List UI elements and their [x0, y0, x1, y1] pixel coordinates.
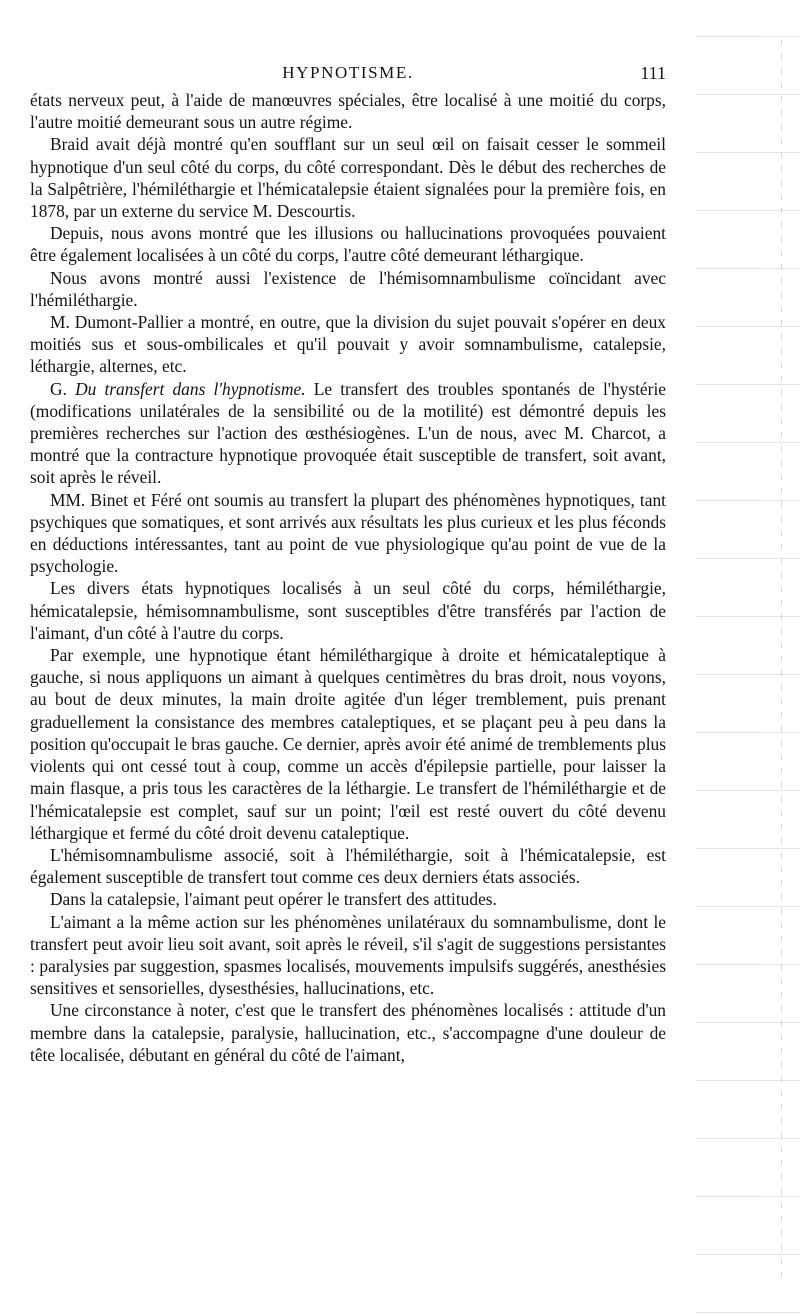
paragraph-12: L'aimant a la même action sur les phénomènes unilatéraux du somnambulisme, dont le transfert peut avoir lieu soit avant, soit après le réveil, s'il s'agit de suggestions persistantes : paralysies par suggestion, spasmes localisés, mouvements impulsifs suggérés, anesthésies sensitives et sensorielles, dysesthésies, hallucinations, etc.	[30, 911, 666, 999]
paragraph-11: Dans la catalepsie, l'aimant peut opérer le transfert des attitudes.	[50, 889, 497, 910]
paragraph-2: Braid avait déjà montré qu'en soufflant sur un seul œil on faisait cesser le sommeil hypnotique d'un seul côté du corps, du côté correspondant. Dès le début des recherches de la Salpêtrière, l'hémiléthargie et l'hémicatalepsie étaient signalées pour la première fois, en 1878, par un externe du service M. Descourtis.	[30, 134, 666, 222]
paragraph-10: L'hémisomnambulisme associé, soit à l'hémiléthargie, soit à l'hémicatalepsie, est également susceptible de transfert tout comme ces deux derniers états associés.	[30, 844, 666, 888]
paragraph-4: Nous avons montré aussi l'existence de l'hémisomnambulisme coïncidant avec l'hémiléthargie.	[30, 267, 666, 310]
paragraph-3: Depuis, nous avons montré que les illusions ou hallucinations provoquées pouvaient être également localisées à un côté du corps, l'autre côté demeurant léthargique.	[30, 223, 666, 266]
running-head: HYPNOTISME.	[282, 63, 414, 82]
section-letter: G.	[50, 378, 67, 399]
section-title: Du transfert dans l'hypnotisme.	[75, 378, 306, 399]
paragraph-6	[30, 378, 666, 489]
paragraph-13: Une circonstance à noter, c'est que le transfert des phénomènes localisés : attitude d'un membre dans la catalepsie, paralysie, hallucination, etc., s'accompagne d'une douleur de tête localisée, débutant en général du côté de l'aimant,	[30, 1000, 666, 1065]
paragraph-9: Par exemple, une hypnotique étant hémiléthargique à droite et hémicataleptique à gauche, si nous appliquons un aimant à quelques centimètres du bras droit, nous voyons, au bout de deux minutes, la main droite agitée d'un léger tremblement, puis prenant graduellement la consistance des membres cataleptiques, et se plaçant peu à peu dans la position qu'occupait le bras gauche. Ce dernier, après avoir été animé de tremblements plus violents qui ont cessé tout à coup, comme un accès d'épilepsie partielle, pour laisser la main flasque, a pris tous les caractères de la léthargie. Le transfert de l'hémiléthargie et de l'hémicatalepsie est complet, sauf sur un point; l'œil est resté ouvert du côté devenu léthargique et fermé du côté droit devenu cataleptique.	[30, 645, 666, 843]
paragraph-8: Les divers états hypnotiques localisés à un seul côté du corps, hémiléthargie, hémicatalepsie, hémisomnambulisme, sont susceptibles d'être transférés par l'action de l'aimant, d'un côté à l'autre du corps.	[30, 578, 666, 643]
paragraph-1: états nerveux peut, à l'aide de manœuvres spéciales, être localisé à une moitié du corps, l'autre moitié demeurant sous un autre régime.	[30, 90, 666, 133]
bleed-through-margin	[696, 0, 800, 1314]
page-header	[30, 62, 666, 88]
book-page	[30, 62, 666, 1066]
page-number: 111	[640, 63, 666, 83]
paragraph-5: M. Dumont-Pallier a montré, en outre, que la division du sujet pouvait s'opérer en deux moitiés sus et sous-ombilicales et qu'il pouvait y avoir somnambulisme, catalepsie, léthargie, alternes, etc.	[30, 312, 666, 377]
paragraph-6-text: Le transfert des troubles spontanés de l'hystérie (modifications unilatérales de la sensibilité ou de la motilité) est démontré depuis les premières recherches sur l'action des œsthésiogènes. L'un de nous, avec M. Charcot, a montré que la contracture hypnotique provoquée était susceptible de transfert, soit avant, soit après le réveil.	[30, 378, 666, 488]
paragraph-7: MM. Binet et Féré ont soumis au transfert la plupart des phénomènes hypnotiques, tant psychiques que somatiques, et sont arrivés aux résultats les plus curieux et les plus féconds en déductions intéressantes, tant au point de vue physiologique qu'au point de vue de la psychologie.	[30, 489, 666, 577]
